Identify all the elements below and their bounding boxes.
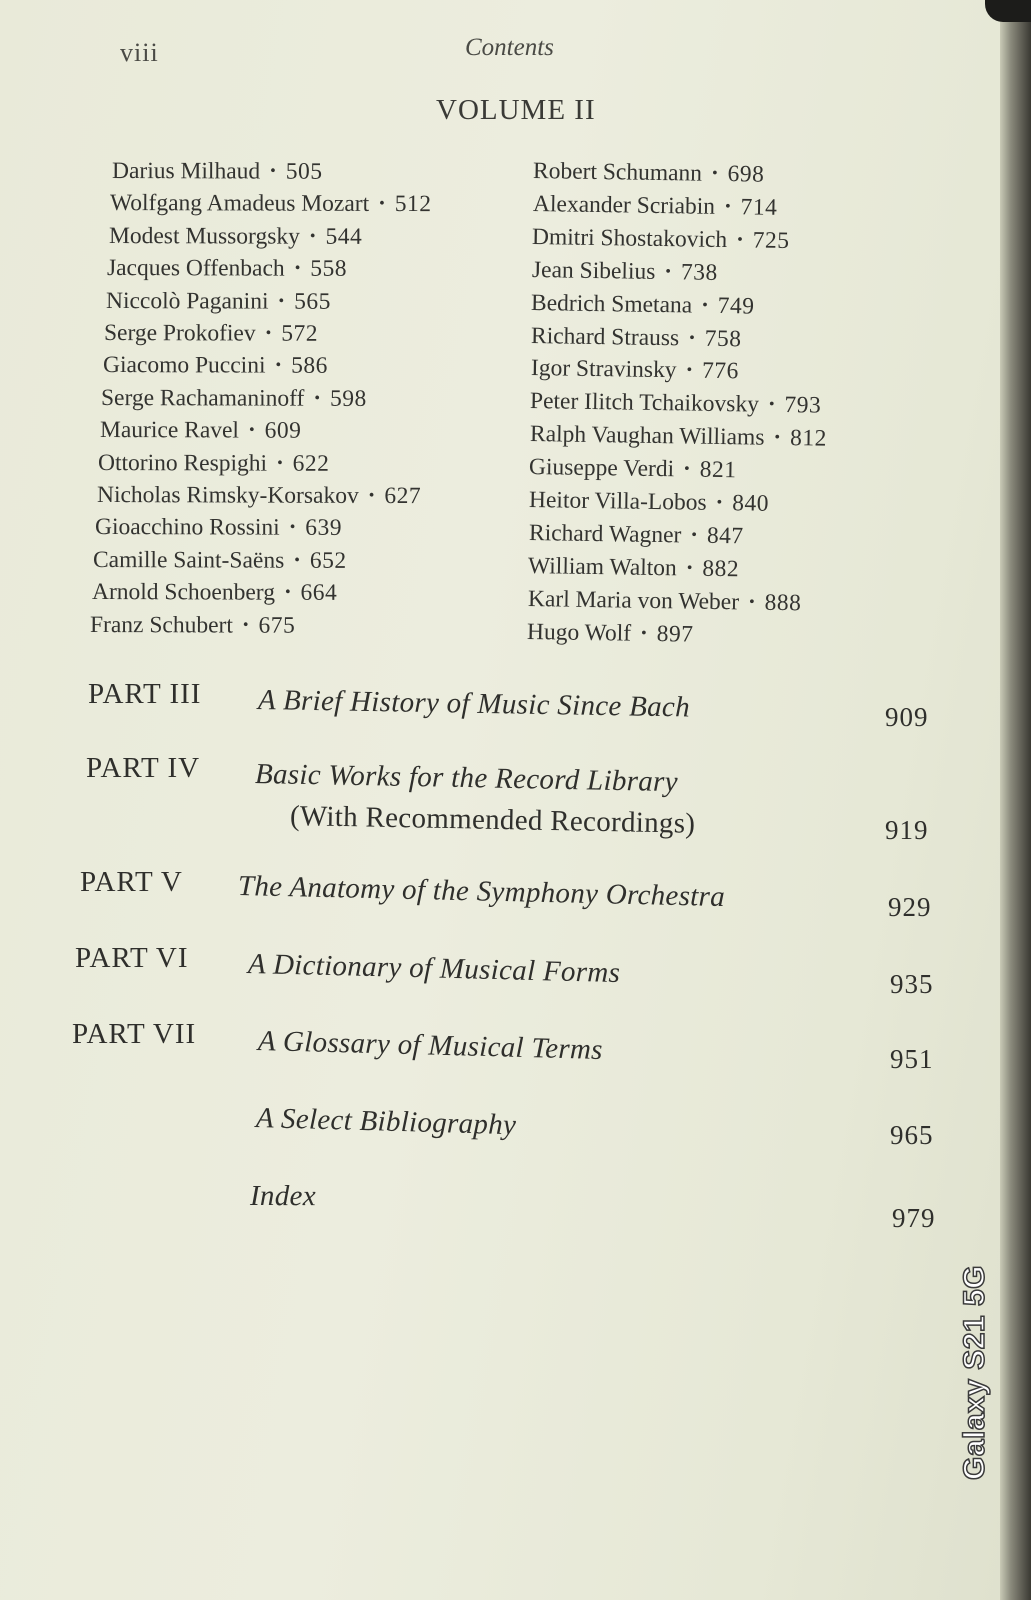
bullet-separator: •	[702, 296, 709, 314]
page-number: 897	[656, 620, 695, 648]
page-number: 609	[264, 417, 301, 444]
composer-entry	[96, 482, 420, 510]
composer-name: Richard Wagner	[528, 519, 682, 549]
part-label: PART IV	[86, 752, 201, 784]
composer-name: Heitor Villa-Lobos	[528, 487, 707, 516]
composer-name: Camille Saint-Saëns	[93, 546, 285, 574]
page-number: 882	[702, 555, 740, 583]
camera-watermark: Galaxy S21 5G	[958, 1265, 991, 1480]
composer-name: Giuseppe Verdi	[529, 454, 675, 483]
page-number: 572	[281, 320, 319, 347]
composer-name: Richard Strauss	[530, 322, 680, 351]
composer-name: Hugo Wolf	[527, 618, 632, 647]
composer-entry	[533, 158, 765, 189]
composer-name: Dmitri Shostakovich	[531, 223, 728, 253]
bullet-separator: •	[277, 454, 283, 472]
composer-entry	[530, 421, 827, 453]
page-number: 512	[395, 191, 432, 218]
bullet-separator: •	[641, 624, 648, 642]
bullet-separator: •	[690, 526, 697, 544]
composer-entry	[530, 388, 822, 420]
page-number: 664	[300, 579, 338, 607]
bullet-separator: •	[724, 197, 731, 215]
composer-name: Bedrich Smetana	[531, 289, 693, 319]
bullet-separator: •	[275, 356, 281, 375]
composer-entry	[101, 385, 367, 413]
bullet-separator: •	[295, 259, 301, 277]
composer-entry	[100, 417, 301, 445]
volume-title: VOLUME II	[436, 94, 596, 126]
part-label: PART V	[80, 866, 183, 898]
part-title: A Dictionary of Musical Forms	[247, 948, 621, 990]
bullet-separator: •	[243, 616, 249, 634]
page-number: 505	[285, 158, 323, 185]
composer-name: Gioacchino Rossini	[94, 514, 280, 542]
composer-entry	[532, 191, 777, 222]
composer-name: William Walton	[527, 552, 678, 582]
composer-entry	[98, 450, 330, 478]
composer-name: Ralph Vaughan Williams	[529, 421, 765, 451]
composer-entry	[107, 255, 347, 283]
bullet-separator: •	[684, 460, 691, 478]
composer-entry	[106, 288, 331, 316]
composer-entry	[528, 553, 740, 583]
page-number: 627	[383, 483, 421, 510]
part-title: A Brief History of Music Since Bach	[257, 684, 691, 724]
bullet-separator: •	[711, 164, 718, 182]
part-page-number: 965	[890, 1120, 934, 1150]
bullet-separator: •	[748, 593, 755, 611]
page-number: 675	[258, 612, 296, 639]
part-title: Basic Works for the Record Library	[254, 758, 679, 799]
composer-entry	[110, 190, 432, 218]
composer-entry	[527, 619, 694, 649]
page-number: 698	[727, 161, 765, 188]
composer-entry	[531, 290, 755, 321]
bullet-separator: •	[686, 559, 693, 577]
composer-entry	[528, 520, 743, 550]
composer-name: Ottorino Respighi	[98, 449, 268, 477]
composer-entry	[528, 586, 802, 617]
composer-name: Maurice Ravel	[99, 417, 239, 444]
composer-entry	[103, 352, 328, 380]
composer-entry	[92, 579, 337, 607]
part-label: PART III	[88, 678, 202, 710]
bullet-separator: •	[774, 429, 781, 447]
part-page-number: 979	[892, 1203, 936, 1233]
bullet-separator: •	[289, 519, 296, 537]
running-head: Contents	[465, 34, 554, 61]
page-number: 565	[293, 288, 331, 315]
composer-entry	[531, 323, 742, 353]
composer-name: Giacomo Puccini	[102, 352, 266, 379]
composer-name: Igor Stravinsky	[530, 355, 677, 384]
bullet-separator: •	[314, 389, 321, 407]
composer-name: Modest Mussorgsky	[108, 222, 300, 250]
page-number: 749	[717, 292, 756, 320]
composer-entry	[112, 158, 323, 186]
composer-entry	[532, 224, 790, 255]
composer-entry	[90, 612, 295, 640]
composer-name: Wolfgang Amadeus Mozart	[110, 190, 370, 218]
composer-name: Serge Rachamaninoff	[101, 384, 305, 412]
page-number: 888	[764, 589, 802, 616]
part-title: A Select Bibliography	[255, 1102, 517, 1142]
part-page-number: 909	[885, 702, 929, 732]
page-number: 776	[701, 358, 739, 385]
bullet-separator: •	[379, 195, 386, 213]
bullet-separator: •	[689, 328, 695, 347]
part-title: A Glossary of Musical Terms	[257, 1025, 604, 1067]
bullet-separator: •	[768, 396, 775, 414]
page-edge	[1000, 0, 1031, 1600]
composer-name: Peter Ilitch Tchaikovsky	[529, 388, 760, 418]
composer-name: Nicholas Rimsky-Korsakov	[96, 482, 359, 509]
composer-name: Jacques Offenbach	[107, 255, 286, 282]
composer-name: Darius Milhaud	[111, 158, 261, 185]
page-number: 793	[784, 392, 822, 419]
page-number: 639	[305, 515, 343, 542]
part-title: Index	[249, 1180, 316, 1213]
bullet-separator: •	[665, 262, 671, 280]
bullet-separator: •	[284, 583, 291, 601]
composer-name: Jean Sibelius	[531, 256, 656, 285]
composer-name: Arnold Schoenberg	[91, 579, 275, 606]
part-page-number: 929	[888, 892, 932, 922]
bullet-separator: •	[270, 162, 276, 180]
part-subtitle: (With Recommended Recordings)	[289, 800, 696, 840]
bullet-separator: •	[248, 421, 255, 439]
composer-entry	[529, 487, 769, 518]
bullet-separator: •	[294, 551, 301, 569]
composer-entry	[529, 454, 737, 484]
bullet-separator: •	[368, 486, 374, 504]
bullet-separator: •	[265, 324, 272, 342]
composer-name: Niccolò Paganini	[105, 287, 269, 315]
bullet-separator: •	[686, 361, 692, 379]
part-page-number: 919	[885, 815, 929, 845]
composer-name: Serge Prokofiev	[104, 320, 256, 347]
background-corner	[985, 0, 1031, 22]
bullet-separator: •	[309, 227, 316, 245]
part-page-number: 951	[890, 1044, 934, 1074]
bullet-separator: •	[716, 493, 723, 512]
composer-name: Robert Schumann	[532, 158, 703, 187]
composer-entry	[532, 257, 718, 287]
part-title: The Anatomy of the Symphony Orchestra	[237, 870, 726, 914]
page-number: 758	[704, 325, 742, 352]
composer-entry	[109, 223, 362, 251]
page-number: 586	[290, 353, 328, 380]
composer-entry	[95, 514, 342, 542]
bullet-separator: •	[737, 231, 744, 249]
composer-name: Karl Maria von Weber	[527, 585, 740, 616]
page-number: 544	[325, 223, 363, 250]
page-number: 821	[699, 456, 738, 484]
page-number: 558	[310, 255, 348, 283]
part-label: PART VII	[72, 1018, 197, 1050]
page-number: 812	[789, 425, 827, 452]
page-number: 652	[310, 547, 348, 574]
composer-name: Alexander Scriabin	[532, 190, 715, 220]
composer-name: Franz Schubert	[90, 611, 234, 639]
page-number: 725	[752, 227, 790, 254]
composer-entry	[530, 355, 738, 385]
part-page-number: 935	[890, 969, 934, 999]
page-number: 622	[292, 450, 330, 477]
bullet-separator: •	[278, 292, 284, 310]
page-number: 714	[740, 194, 778, 221]
page-number: 847	[706, 522, 744, 550]
page-number: 840	[732, 490, 770, 517]
part-label: PART VI	[75, 942, 189, 974]
composer-entry	[93, 547, 347, 575]
composer-entry	[104, 320, 318, 348]
page-number: 738	[680, 259, 718, 286]
page-folio: viii	[120, 38, 159, 67]
page-number: 598	[330, 385, 367, 412]
